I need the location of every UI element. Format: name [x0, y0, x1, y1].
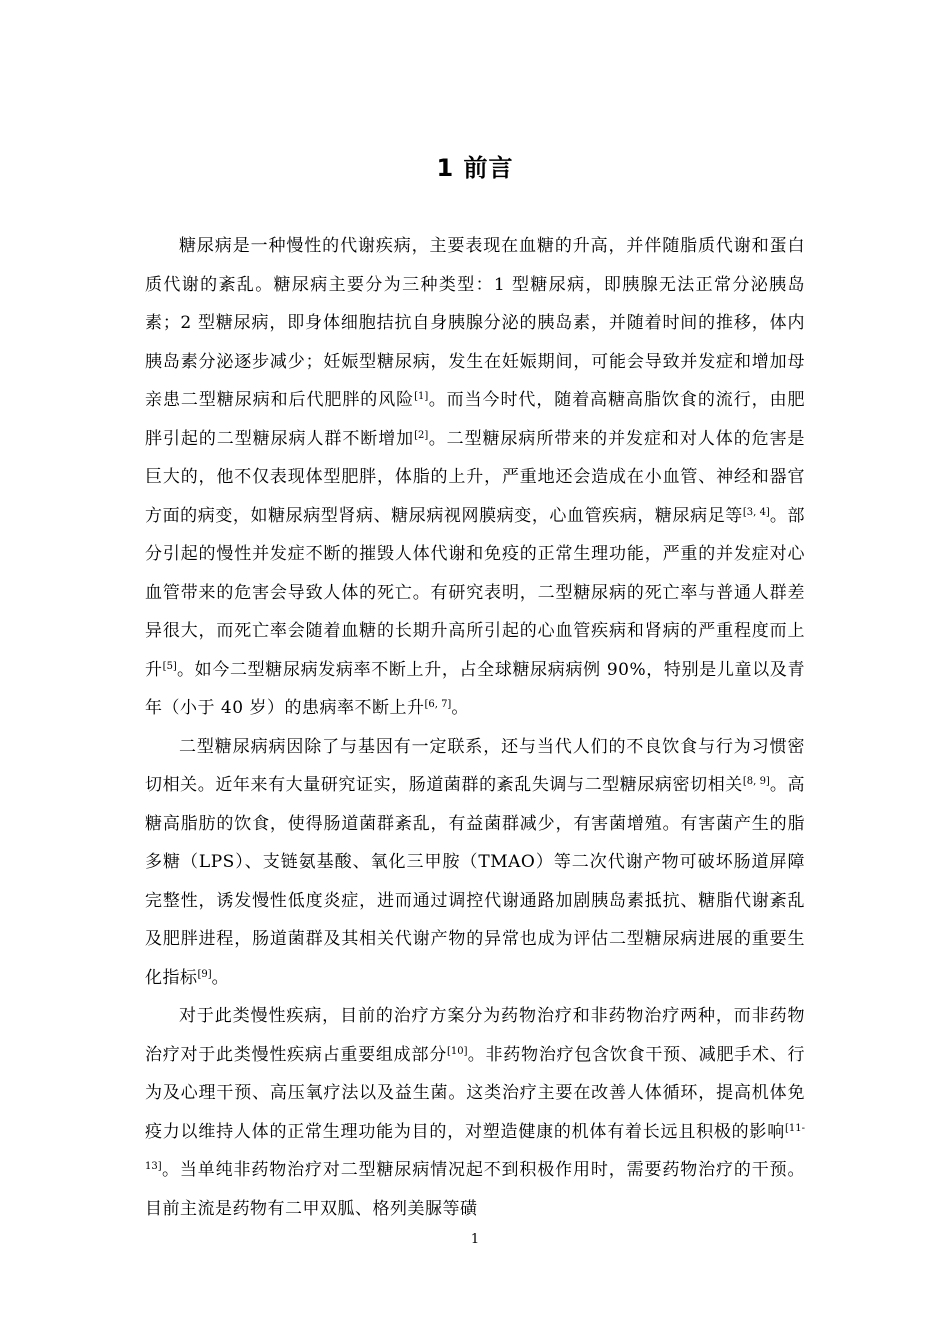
citation: [11-13] — [145, 1122, 805, 1172]
page-number: 1 — [470, 1232, 480, 1247]
citation: [10] — [446, 1045, 468, 1057]
text-run: 。 — [451, 698, 469, 718]
text-run: 。如今二型糖尿病发病率不断上升，占全球糖尿病病例 90%，特别是儿童以及青年（小于 40 岁）的患病率不断上升 — [145, 659, 806, 718]
text-run: 。非药物治疗包含饮食干预、减肥手术、行为及心理干预、高压氧疗法以及益生菌。这类治疗主要在改善人体循环，提高机体免疫力以维持人体的正常生理功能为目的，对塑造健康的机体有着长远且积极的影响 — [145, 1044, 806, 1142]
paragraph — [145, 997, 805, 1228]
citation: [6, 7] — [424, 699, 452, 710]
citation: [1] — [414, 391, 429, 402]
document-page — [145, 0, 805, 1344]
text-run: 。当单纯非药物治疗对二型糖尿病情况起不到积极作用时，需要药物治疗的干预。目前主流是药物有二甲双胍、格列美脲等磺 — [145, 1160, 805, 1219]
citation: [2] — [414, 429, 429, 441]
text-run: 对于此类慢性疾病，目前的治疗方案分为药物治疗和非药物治疗两种，而非药物治疗对于此类慢性疾病占重要组成部分 — [145, 1006, 805, 1065]
body-text — [145, 227, 805, 1228]
text-run: 。二型糖尿病所带来的并发症和对人体的危害是巨大的，他不仅表现体型肥胖，体脂的上升，严重地还会造成在小血管、神经和器官方面的病变，如糖尿病型肾病、糖尿病视网膜病变，心血管疾病，糖尿病足等 — [145, 428, 806, 526]
text-run: 糖尿病是一种慢性的代谢疾病，主要表现在血糖的升高，并伴随脂质代谢和蛋白质代谢的紊乱。糖尿病主要分为三种类型：1 型糖尿病，即胰腺无法正常分泌胰岛素；2 型糖尿病，即身体细胞拮抗自身胰腺分泌的胰岛素，并随着时间的推移，体内胰岛素分泌逐步减少；妊娠型糖尿病，发生在妊娠期间，可能会导致并发症和增加母亲患二型糖尿病和后代肥胖的风险 — [145, 236, 805, 410]
citation: [3, 4] — [742, 506, 770, 518]
paragraph — [145, 728, 805, 998]
citation: [8, 9] — [742, 776, 770, 787]
paragraph — [145, 227, 805, 728]
text-run: 。而当今时代，随着高糖高脂饮食的流行，由肥胖引起的二型糖尿病人群不断增加 — [145, 390, 806, 449]
citation: [5] — [162, 660, 177, 672]
text-run: 。 — [211, 967, 230, 988]
section-heading: 1 前言 — [436, 154, 514, 182]
text-run: 二型糖尿病病因除了与基因有一定联系，还与当代人们的不良饮食与行为习惯密切相关。近年来有大量研究证实，肠道菌群的紊乱失调与二型糖尿病密切相关 — [145, 736, 805, 795]
text-run: 。高糖高脂肪的饮食，使得肠道菌群紊乱，有益菌群减少，有害菌增殖。有害菌产生的脂多糖（LPS）、支链氨基酸、氧化三甲胺（TMAO）等二次代谢产物可破坏肠道屏障完整性，诱发慢性低度炎症，进而通过调控代谢通路加剧胰岛素抵抗、糖脂代谢紊乱及肥胖进程，肠道菌群及其相关代谢产物的异常也成为评估二型糖尿病进展的重要生化指标 — [145, 775, 806, 988]
citation: [9] — [197, 968, 212, 980]
text-run: 。部分引起的慢性并发症不断的摧毁人体代谢和免疫的正常生理功能，严重的并发症对心血管带来的危害会导致人体的死亡。有研究表明，二型糖尿病的死亡率与普通人群差异很大，而死亡率会随着血糖的长期升高所引起的心血管疾病和肾病的严重程度而上升 — [145, 505, 806, 680]
